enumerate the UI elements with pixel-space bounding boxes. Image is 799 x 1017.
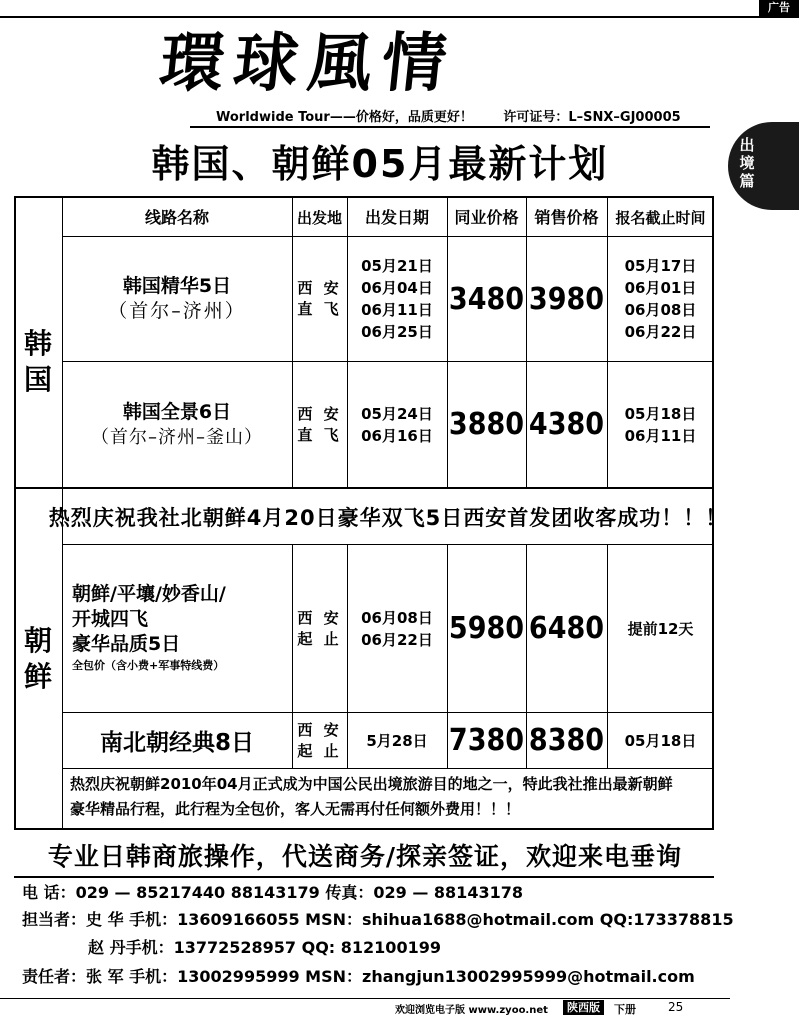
- slogan-divider: [190, 126, 710, 128]
- route-name: 韩国全景6日: [122, 400, 232, 423]
- license-number: 许可证号：L–SNX–GJ00005: [503, 110, 681, 125]
- col-divider: [526, 544, 527, 768]
- retail-price: 4380: [528, 407, 605, 442]
- departure-line: 西 安: [297, 404, 342, 423]
- deadline-item: 05月17日: [624, 257, 697, 275]
- table-row-route: [72, 545, 290, 712]
- date-item: 06月11日: [361, 301, 433, 319]
- departure-line: 起 止: [297, 629, 342, 648]
- country-label-korea: [15, 236, 61, 487]
- deadline-item: 05月18日: [624, 404, 697, 423]
- deadline-item: 06月11日: [624, 426, 697, 445]
- route-sub: （首尔–济州–釜山）: [91, 426, 263, 448]
- departure-city: [292, 713, 347, 768]
- retail-price: 8380: [528, 723, 605, 758]
- departure-dates: [347, 545, 447, 712]
- departure-line: 直 飞: [297, 425, 342, 444]
- top-divider: [0, 16, 799, 18]
- date-item: 06月04日: [361, 279, 433, 297]
- route-name: 韩国精华5日: [122, 275, 232, 297]
- trade-price: 7380: [448, 723, 525, 758]
- header-route: 线路名称: [144, 208, 209, 227]
- date-item: 05月24日: [361, 404, 433, 423]
- page-number: 25: [668, 1000, 684, 1014]
- trade-price: 5980: [448, 611, 525, 646]
- promo-note: [70, 772, 710, 822]
- signup-deadlines: [607, 237, 714, 361]
- deadline-item: 06月01日: [624, 279, 697, 297]
- promo-note-line: 豪华精品行程，此行程为全包价，客人无需再付任何额外费用！！！: [70, 800, 521, 818]
- row-divider: [62, 768, 714, 769]
- country-char: 国: [23, 362, 52, 396]
- service-divider: [14, 876, 714, 878]
- departure-line: 西 安: [297, 608, 342, 627]
- departure-dates: [347, 237, 447, 361]
- date-item: 06月22日: [361, 630, 433, 649]
- header-retail-price: 销售价格: [534, 208, 599, 227]
- route-line: 豪华品质5日: [72, 633, 181, 655]
- deadline-item: 06月08日: [624, 301, 697, 319]
- departure-line: 西 安: [297, 279, 342, 297]
- contact-line: 担当者：史 华 手机：13609166055 MSN：shihua1688@hotmail.com QQ:173378815: [22, 910, 734, 929]
- slogan: Worldwide Tour——价格好，品质更好！: [216, 110, 473, 125]
- section-tab-char: 出: [739, 136, 755, 154]
- table-row-route: [62, 362, 292, 487]
- celebration-banner: 热烈庆祝我社北朝鲜4月20日豪华双飞5日西安首发团收客成功！！！: [48, 505, 728, 530]
- contact-line: 赵 丹手机：13772528957 QQ: 812100199: [88, 938, 441, 957]
- date-item: 06月08日: [361, 608, 433, 627]
- section-tab-char: 境: [739, 154, 755, 172]
- header-deadline: 报名截止时间: [615, 209, 706, 227]
- deadline-item: 06月22日: [624, 323, 697, 341]
- footer-website: 欢迎浏览电子版 www.zyoo.net: [395, 1005, 548, 1016]
- contact-phone: 电 话：029 — 85217440 88143179 传真：029 — 88143178: [22, 883, 523, 902]
- route-line: 朝鲜/平壤/妙香山/: [72, 583, 226, 605]
- route-sub: （首尔–济州）: [108, 300, 246, 322]
- brand-slogan-line: [216, 106, 716, 124]
- col-divider: [447, 196, 448, 487]
- departure-city: [292, 362, 347, 487]
- trade-price: 3480: [448, 281, 525, 317]
- page-headline: 韩国、朝鲜05月最新计划: [151, 142, 609, 186]
- date-item: 05月21日: [361, 257, 433, 275]
- retail-price: 6480: [528, 611, 605, 646]
- departure-line: 西 安: [297, 720, 342, 739]
- table-row-route: [62, 237, 292, 361]
- signup-deadlines: [607, 362, 714, 487]
- departure-dates: [347, 362, 447, 487]
- brand-logo: 環球風情: [156, 26, 460, 101]
- departure-line: 直 飞: [297, 300, 342, 318]
- route-name: 南北朝经典8日: [99, 730, 254, 756]
- header-departure: 出发地: [296, 209, 342, 227]
- contact-line: 责任者：张 军 手机：13002995999 MSN：zhangjun13002995999@hotmail.com: [22, 967, 695, 986]
- date-item: 06月16日: [361, 426, 433, 445]
- route-line: 开城四飞: [72, 608, 149, 630]
- route-price-note: 全包价（含小费+军事特线费）: [72, 659, 225, 672]
- signup-deadline: 05月18日: [624, 732, 697, 750]
- ad-label: 广告: [759, 0, 799, 16]
- col-divider: [447, 544, 448, 768]
- retail-price: 3980: [528, 281, 605, 317]
- signup-deadline: 提前12天: [627, 620, 694, 638]
- country-char: 鲜: [23, 660, 52, 693]
- country-char: 朝: [23, 624, 52, 657]
- service-slogan: 专业日韩商旅操作，代送商务/探亲签证，欢迎来电垂询: [47, 842, 683, 871]
- country-label-north-korea: [15, 489, 61, 829]
- country-char: 韩: [23, 326, 52, 360]
- trade-price: 3880: [448, 407, 525, 442]
- footer-divider: [0, 998, 730, 999]
- date-item: 06月25日: [361, 323, 433, 341]
- section-tab-char: 篇: [739, 172, 755, 190]
- promo-note-line: 热烈庆祝朝鲜2010年04月正式成为中国公民出境旅游目的地之一，特此我社推出最新朝鲜: [70, 775, 673, 793]
- col-divider: [526, 196, 527, 487]
- footer-edition-badge: 陕西版: [563, 1000, 604, 1015]
- header-trade-price: 同业价格: [454, 208, 519, 227]
- header-dates: 出发日期: [364, 208, 429, 227]
- date-item: 5月28日: [366, 731, 428, 750]
- footer-volume: 下册: [614, 1003, 636, 1016]
- departure-city: [292, 237, 347, 361]
- departure-city: [292, 545, 347, 712]
- departure-line: 起 止: [297, 741, 342, 760]
- departure-dates: [347, 713, 447, 768]
